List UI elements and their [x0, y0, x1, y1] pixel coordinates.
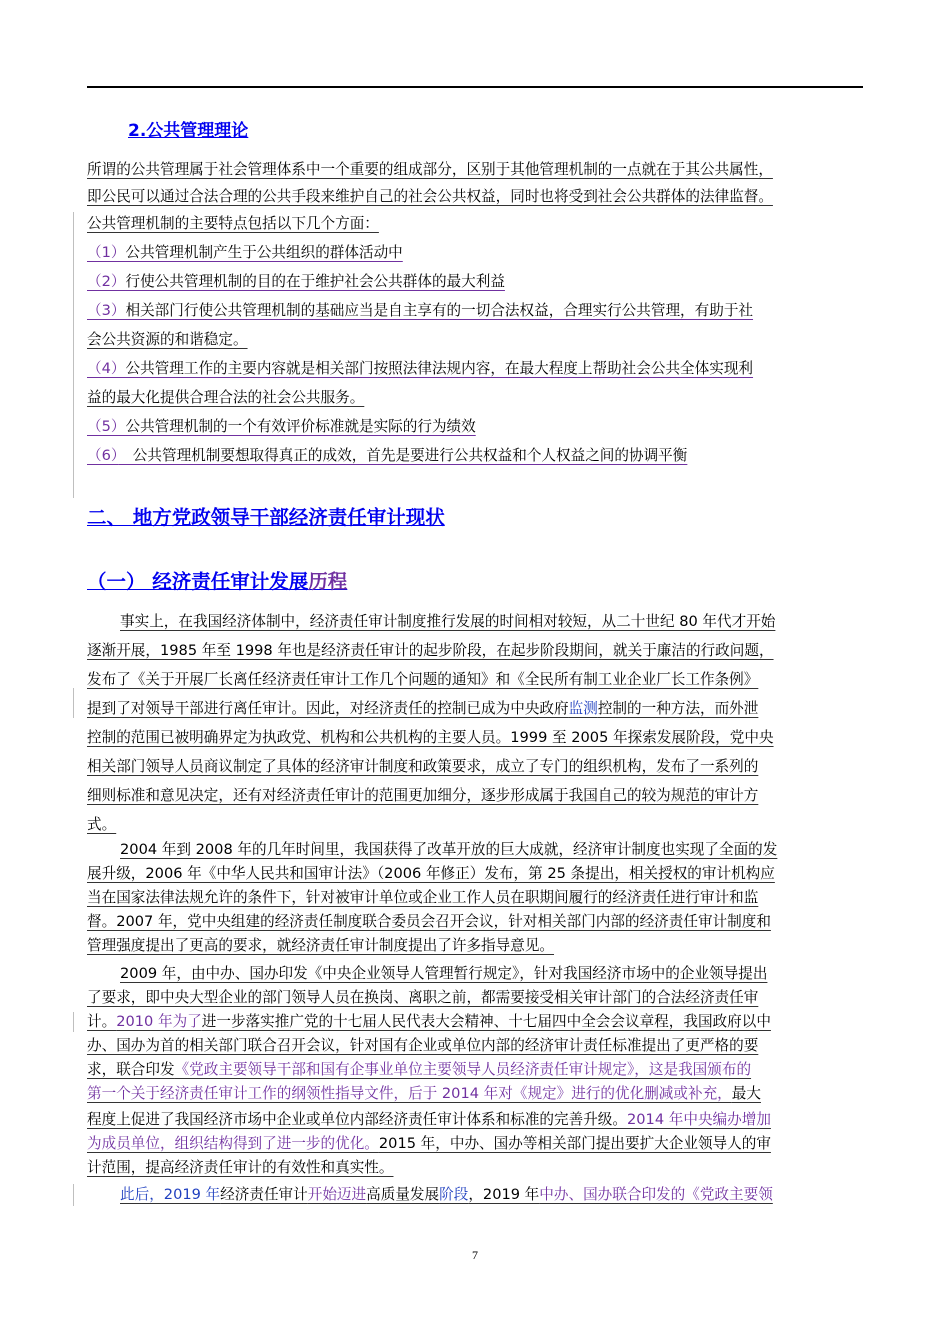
body-line: 相关部门领导人员商议制定了具体的经济审计制度和政策要求，成立了专门的组织机构，发布了一系列的	[87, 758, 759, 775]
body-line: 式。	[87, 816, 117, 833]
page-number: 7	[472, 1248, 478, 1262]
list-item: （6） 公共管理机制要想取得真正的成效，首先是要进行公共权益和个人权益之间的协调平衡	[87, 447, 688, 464]
subsection-heading: （一） 经济责任审计发展历程	[87, 570, 348, 593]
body-line: 求，联合印发《党政主要领导干部和国有企事业单位主要领导人员经济责任审计规定》，这是我国颁布的	[87, 1061, 752, 1078]
section-heading: 二、 地方党政领导干部经济责任审计现状	[87, 506, 445, 529]
body-line: 逐渐开展，1985 年至 1998 年也是经济责任审计的起步阶段，在起步阶段期间，就关于廉洁的行政问题，	[87, 642, 774, 659]
intro-line: 公共管理机制的主要特点包括以下几个方面：	[87, 215, 379, 232]
body-line: 计范围，提高经济责任审计的有效性和真实性。	[87, 1159, 394, 1176]
list-item: （2）行使公共管理机制的目的在于维护社会公共群体的最大利益	[87, 273, 505, 290]
body-line: 此后，2019 年经济责任审计开始迈进高质量发展阶段，2019 年中办、国办联合印发的《党政主要领	[120, 1186, 773, 1203]
body-line: 督。2007 年，党中央组建的经济责任制度联合委员会召开会议，针对相关部门内部的经济责任审计制度和	[87, 913, 771, 930]
body-line: 事实上，在我国经济体制中，经济责任审计制度推行发展的时间相对较短，从二十世纪 80 年代才开始	[120, 613, 776, 630]
body-line: 程度上促进了我国经济市场中企业或单位内部经济责任审计体系和标准的完善升级。2014 年中央编办增加	[87, 1111, 771, 1128]
body-line: 控制的范围已被明确界定为执政党、机构和公共机构的主要人员。1999 至 2005 年探索发展阶段，党中央	[87, 729, 774, 746]
intro-line: 即公民可以通过合法合理的公共手段来维护自己的社会公共权益，同时也将受到社会公共群体的法律监督。	[87, 188, 773, 205]
section-sub-heading: 2.公共管理理论	[128, 121, 249, 141]
body-line: 管理强度提出了更高的要求，就经济责任审计制度提出了许多指导意见。	[87, 937, 555, 954]
list-item-continued: 益的最大化提供合理合法的社会公共服务。	[87, 389, 365, 406]
body-line: 2009 年，由中办、国办印发《中央企业领导人管理暂行规定》，针对我国经济市场中的企业领导提出	[120, 965, 768, 982]
header-rule	[87, 86, 863, 88]
body-line: 计。2010 年为了进一步落实推广党的十七届人民代表大会精神、十七届四中全会会议章程，我国政府以中	[87, 1013, 771, 1030]
body-line: 提到了对领导干部进行离任审计。因此，对经济责任的控制已成为中央政府监测控制的一种方法，而外泄	[87, 700, 759, 717]
body-line: 办、国办为首的相关部门联合召开会议，针对国有企业或单位内部的经济审计责任标准提出了更严格的要	[87, 1037, 759, 1054]
change-bar	[73, 1184, 74, 1206]
list-item: （4）公共管理工作的主要内容就是相关部门按照法律法规内容，在最大程度上帮助社会公共全体实现利	[87, 360, 754, 377]
list-item: （1）公共管理机制产生于公共组织的群体活动中	[87, 244, 403, 261]
body-line: 当在国家法律法规允许的条件下，针对被审计单位或企业工作人员在职期间履行的经济责任进行审计和监	[87, 889, 759, 906]
body-line: 第一个关于经济责任审计工作的纲领性指导文件，后于 2014 年对《规定》进行的优化删减或补充，最大	[87, 1085, 761, 1102]
change-bar	[73, 688, 74, 718]
change-bar	[73, 212, 74, 498]
intro-line: 所谓的公共管理属于社会管理体系中一个重要的组成部分，区别于其他管理机制的一点就在于其公共属性，	[87, 161, 773, 178]
body-line: 了要求，即中央大型企业的部门领导人员在换岗、离职之前，都需要接受相关审计部门的合法经济责任审	[87, 989, 759, 1006]
body-line: 为成员单位，组织结构得到了进一步的优化。2015 年，中办、国办等相关部门提出要扩大企业领导人的审	[87, 1135, 771, 1152]
change-bar	[73, 1012, 74, 1032]
list-item: （5）公共管理机制的一个有效评价标准就是实际的行为绩效	[87, 418, 476, 435]
body-line: 发布了《关于开展厂长离任经济责任审计工作几个问题的通知》和《全民所有制工业企业厂长工作条例》	[87, 671, 759, 688]
list-item: （3）相关部门行使公共管理机制的基础应当是自主享有的一切合法权益，合理实行公共管理，有助于社	[87, 302, 754, 319]
body-line: 细则标准和意见决定，还有对经济责任审计的范围更加细分，逐步形成属于我国自己的较为规范的审计方	[87, 787, 759, 804]
list-item-continued: 会公共资源的和谐稳定。	[87, 331, 248, 348]
body-line: 展升级，2006 年《中华人民共和国审计法》（2006 年修正）发布，第 25 条提出，相关授权的审计机构应	[87, 865, 775, 882]
body-line: 2004 年到 2008 年的几年时间里，我国获得了改革开放的巨大成就，经济审计制度也实现了全面的发	[120, 841, 778, 858]
